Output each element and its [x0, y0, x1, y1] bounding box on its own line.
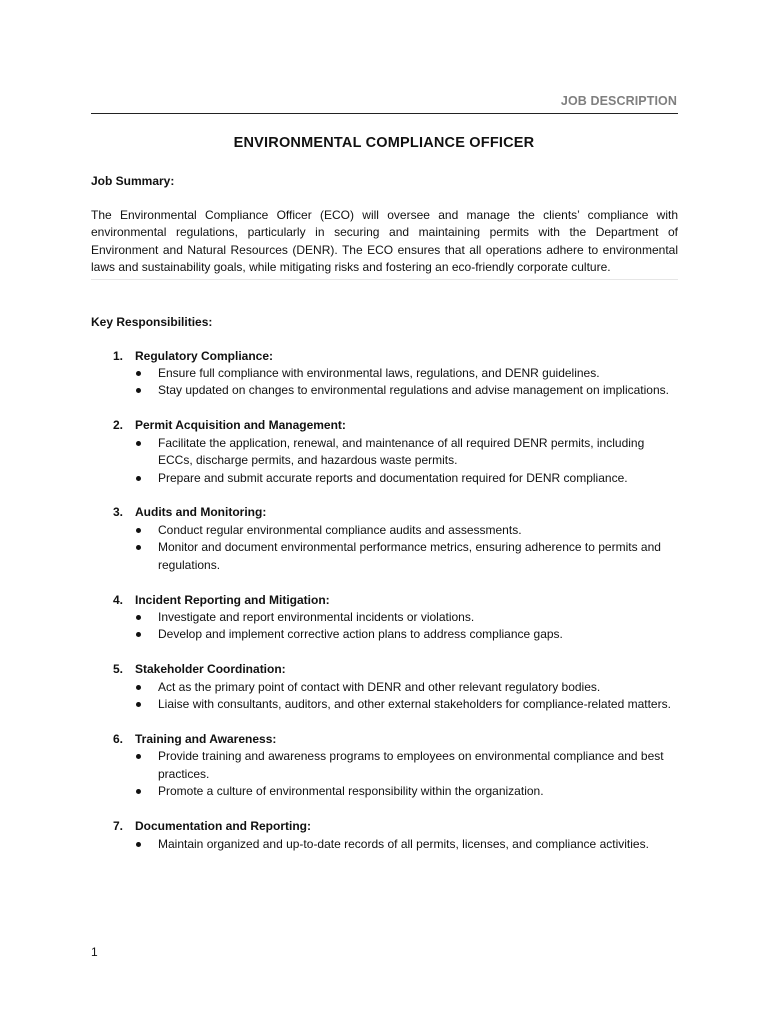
- bullet-list: [91, 365, 678, 400]
- bullet-item: [91, 435, 678, 470]
- bullet-icon: [136, 476, 141, 481]
- responsibility-item: [91, 818, 678, 853]
- bullet-icon: [136, 754, 141, 759]
- bullet-icon: [136, 615, 141, 620]
- responsibility-title: [91, 592, 678, 609]
- bullet-text: Liaise with consultants, auditors, and other external stakeholders for compliance-related matters.: [158, 697, 671, 712]
- bullet-icon: [136, 789, 141, 794]
- bullet-text: Act as the primary point of contact with DENR and other relevant regulatory bodies.: [158, 679, 601, 694]
- responsibility-item: [91, 661, 678, 713]
- bullet-item: [91, 748, 678, 783]
- bullet-text: Monitor and document environmental performance metrics, ensuring adherence to permits and regulations.: [158, 540, 661, 572]
- bullet-text: Investigate and report environmental incidents or violations.: [158, 610, 475, 624]
- bullet-icon: [136, 685, 141, 690]
- bullet-item: [91, 696, 678, 713]
- responsibility-number: 3.: [113, 505, 124, 520]
- job-summary-text: The Environmental Compliance Officer (ECO) will oversee and manage the clients’ compliance with environmental regulations, particularly in securing and maintaining permits with the Department of Environment and Natural Resources (DENR). The ECO ensures that all operations adhere to environmental laws and sustainability goals, while mitigating risks and fostering an eco-friendly corporate culture.: [91, 207, 678, 280]
- bullet-icon: [136, 388, 141, 393]
- bullet-icon: [136, 545, 141, 550]
- responsibility-number: 5.: [113, 662, 124, 677]
- page-title: ENVIRONMENTAL COMPLIANCE OFFICER: [233, 135, 535, 151]
- header-divider: [91, 113, 678, 114]
- bullet-list: [91, 609, 678, 644]
- responsibility-item: [91, 592, 678, 644]
- bullet-item: [91, 836, 678, 853]
- responsibility-title: [91, 348, 678, 365]
- bullet-text: Provide training and awareness programs to employees on environmental compliance and best practices.: [158, 749, 664, 781]
- responsibility-number: 7.: [113, 819, 124, 834]
- bullet-item: [91, 470, 678, 487]
- bullet-list: [91, 836, 678, 853]
- job-summary-heading: Job Summary:: [91, 174, 175, 188]
- bullet-icon: [136, 632, 141, 637]
- responsibility-number: 1.: [113, 348, 124, 363]
- responsibility-item: [91, 731, 678, 801]
- bullet-text: Develop and implement corrective action plans to address compliance gaps.: [158, 627, 563, 642]
- responsibility-title: [91, 818, 678, 835]
- header-label: JOB DESCRIPTION: [560, 94, 677, 108]
- responsibility-title: [91, 731, 678, 748]
- responsibilities-list: [91, 348, 678, 853]
- bullet-icon: [136, 441, 141, 446]
- page-number: 1: [91, 945, 98, 959]
- responsibility-title-text: Training and Awareness:: [135, 732, 277, 747]
- bullet-text: Maintain organized and up-to-date records of all permits, licenses, and compliance activities.: [158, 836, 649, 851]
- bullet-list: [91, 748, 678, 800]
- responsibility-title-text: Incident Reporting and Mitigation:: [135, 592, 330, 607]
- bullet-list: [91, 435, 678, 487]
- bullet-icon: [136, 842, 141, 847]
- bullet-item: [91, 382, 678, 399]
- responsibility-number: 6.: [113, 732, 124, 747]
- bullet-list: [91, 679, 678, 714]
- bullet-text: Promote a culture of environmental responsibility within the organization.: [158, 784, 544, 799]
- responsibility-item: [91, 504, 678, 574]
- responsibility-item: [91, 417, 678, 487]
- bullet-text: Conduct regular environmental compliance audits and assessments.: [158, 522, 522, 537]
- bullet-item: [91, 522, 678, 539]
- responsibility-number: 2.: [113, 418, 124, 433]
- bullet-text: Stay updated on changes to environmental regulations and advise management on implications.: [158, 383, 669, 398]
- key-responsibilities-heading: Key Responsibilities:: [91, 314, 213, 329]
- responsibility-title: [91, 417, 678, 434]
- bullet-list: [91, 522, 678, 574]
- document-body: [91, 173, 678, 870]
- responsibility-title: [91, 504, 678, 521]
- responsibility-title-text: Regulatory Compliance:: [135, 348, 274, 363]
- responsibility-title-text: Documentation and Reporting:: [135, 819, 311, 834]
- bullet-text: Facilitate the application, renewal, and maintenance of all required DENR permits, including ECCs, discharge permits, and hazardous waste permits.: [158, 435, 645, 468]
- bullet-item: [91, 539, 678, 574]
- bullet-text: Prepare and submit accurate reports and documentation required for DENR compliance.: [158, 470, 628, 485]
- bullet-item: [91, 365, 678, 382]
- responsibility-title: [91, 661, 678, 678]
- bullet-icon: [136, 528, 141, 533]
- responsibility-title-text: Audits and Monitoring:: [135, 505, 267, 520]
- responsibility-title-text: Permit Acquisition and Management:: [135, 418, 346, 433]
- bullet-icon: [136, 702, 141, 707]
- bullet-icon: [136, 371, 141, 376]
- responsibility-title-text: Stakeholder Coordination:: [135, 662, 286, 677]
- bullet-item: [91, 783, 678, 800]
- responsibility-number: 4.: [113, 592, 124, 607]
- responsibility-item: [91, 348, 678, 400]
- bullet-item: [91, 679, 678, 696]
- bullet-item: [91, 626, 678, 643]
- bullet-item: [91, 609, 678, 626]
- bullet-text: Ensure full compliance with environmental laws, regulations, and DENR guidelines.: [158, 366, 600, 381]
